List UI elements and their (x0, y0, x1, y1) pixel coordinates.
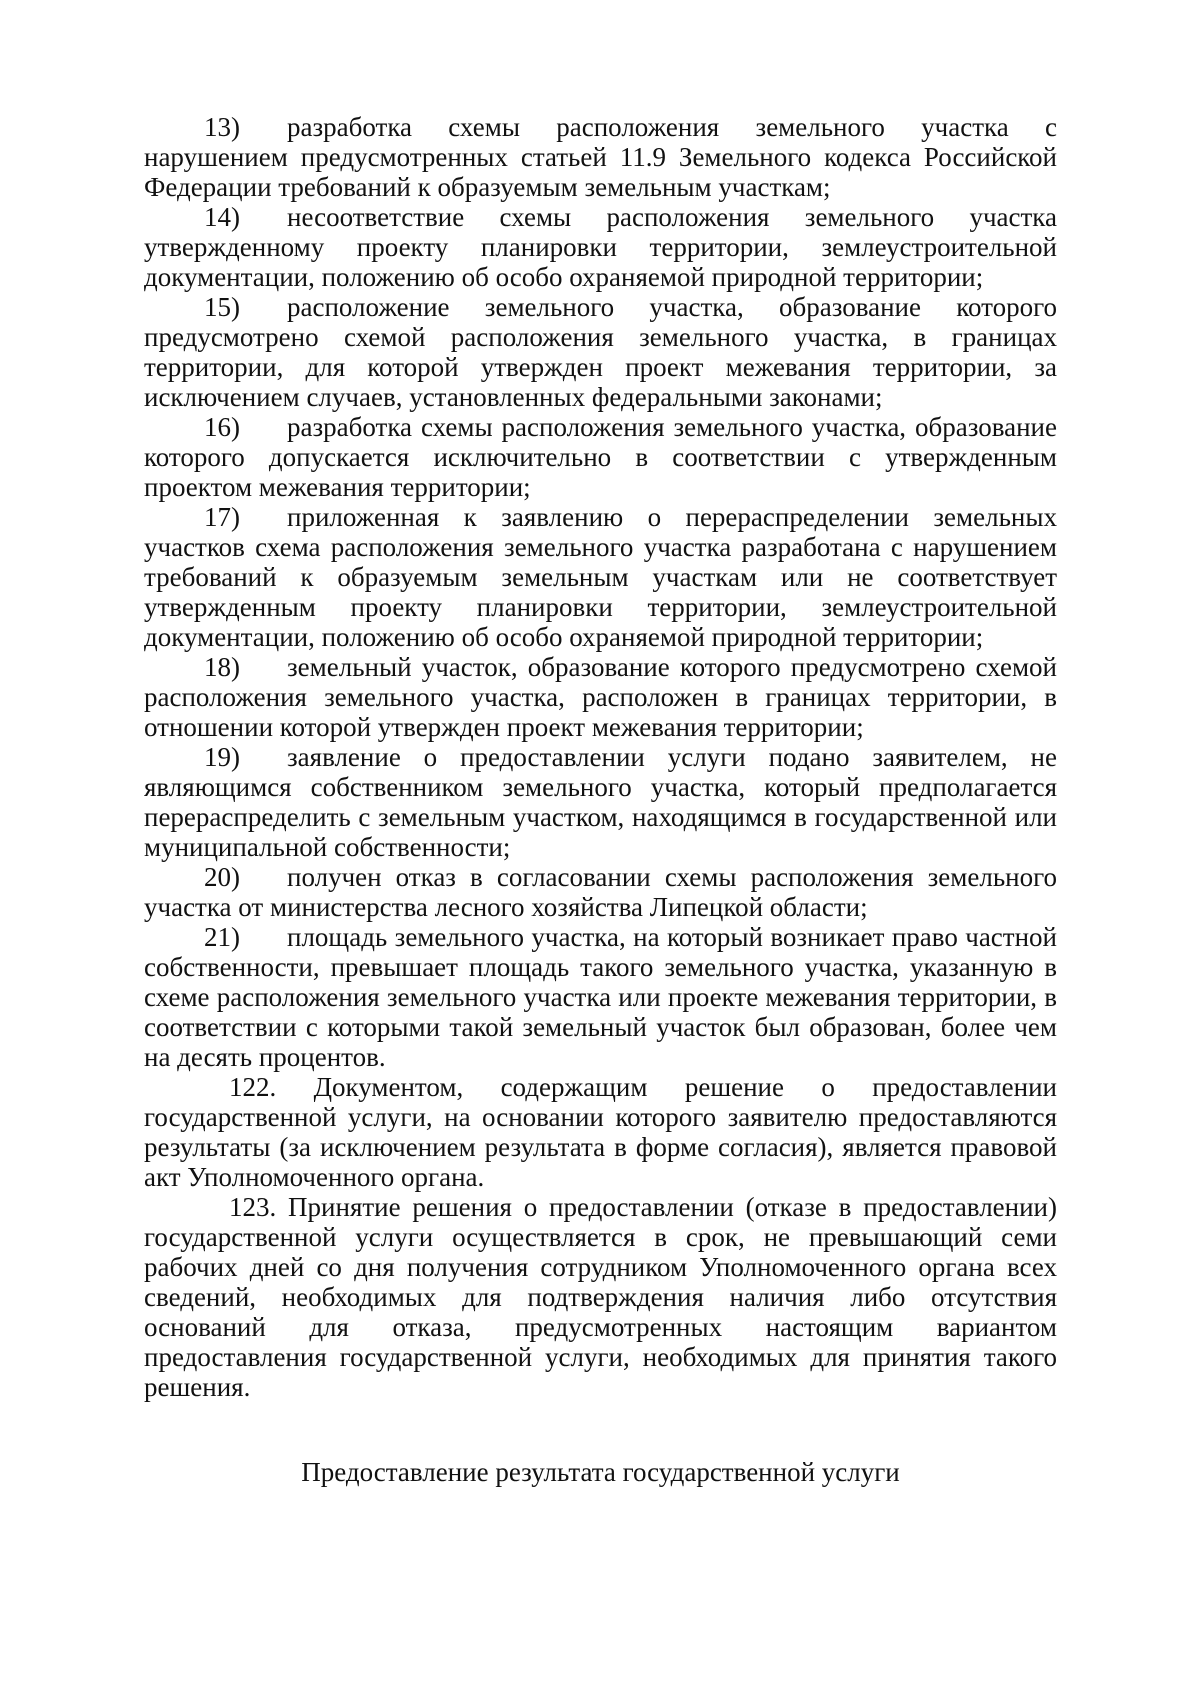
item-number: 16) (204, 412, 240, 442)
item-number: 15) (204, 292, 240, 322)
item-number: 21) (204, 922, 240, 952)
list-item-20 (144, 862, 1057, 922)
item-text: расположение земельного участка, образование которого предусмотрено схемой расположения земельного участка, в границах территории, для которой утвержден проект межевания территории, за исключением случаев, установленных федеральными законами; (144, 292, 1057, 412)
item-number: 18) (204, 652, 240, 682)
item-number: 14) (204, 202, 240, 232)
section-heading: Предоставление результата государственной услуги (301, 1457, 900, 1487)
list-item-19 (144, 742, 1057, 862)
paragraph-122: 122. Документом, содержащим решение о предоставлении государственной услуги, на основании которого заявителю предоставляются результаты (за исключением результата в форме согласия), является правовой акт Уполномоченного органа. (144, 1072, 1057, 1192)
item-text: приложенная к заявлению о перераспределении земельных участков схема расположения земельного участка разработана с нарушением требований к образуемым земельным участкам или не соответствует утвержденным проекту планировки территории, землеустроительной документации, положению об особо охраняемой природной территории; (144, 502, 1057, 652)
item-text: разработка схемы расположения земельного участка с нарушением предусмотренных статьей 11.9 Земельного кодекса Российской Федерации требований к образуемым земельным участкам; (144, 112, 1057, 202)
list-item-13 (144, 112, 1057, 202)
item-number: 20) (204, 862, 240, 892)
item-text: несоответствие схемы расположения земельного участка утвержденному проекту планировки территории, землеустроительной документации, положению об особо охраняемой природной территории; (144, 202, 1057, 292)
item-text: площадь земельного участка, на который возникает право частной собственности, превышает площадь такого земельного участка, указанную в схеме расположения земельного участка или проекте межевания территории, в соответствии с которыми такой земельный участок был образован, более чем на десять процентов. (144, 922, 1057, 1072)
item-text: заявление о предоставлении услуги подано заявителем, не являющимся собственником земельного участка, который предполагается перераспределить с земельным участком, находящимся в государственной или муниципальной собственности; (144, 742, 1057, 862)
list-item-14 (144, 202, 1057, 292)
item-number: 19) (204, 742, 240, 772)
list-item-15 (144, 292, 1057, 412)
document-page (144, 112, 1057, 1402)
paragraph-123: 123. Принятие решения о предоставлении (отказе в предоставлении) государственной услуги осуществляется в срок, не превышающий семи рабочих дней со дня получения сотрудником Уполномоченного органа всех сведений, необходимых для подтверждения наличия либо отсутствия оснований для отказа, предусмотренных настоящим вариантом предоставления государственной услуги, необходимых для принятия такого решения. (144, 1192, 1057, 1402)
item-number: 17) (204, 502, 240, 532)
list-item-16 (144, 412, 1057, 502)
item-text: разработка схемы расположения земельного участка, образование которого допускается исключительно в соответствии с утвержденным проектом межевания территории; (144, 412, 1057, 502)
list-item-18 (144, 652, 1057, 742)
item-number: 13) (204, 112, 240, 142)
item-text: земельный участок, образование которого предусмотрено схемой расположения земельного участка, расположен в границах территории, в отношении которой утвержден проект межевания территории; (144, 652, 1057, 742)
item-text: получен отказ в согласовании схемы расположения земельного участка от министерства лесного хозяйства Липецкой области; (144, 862, 1057, 922)
list-item-17 (144, 502, 1057, 652)
list-item-21 (144, 922, 1057, 1072)
